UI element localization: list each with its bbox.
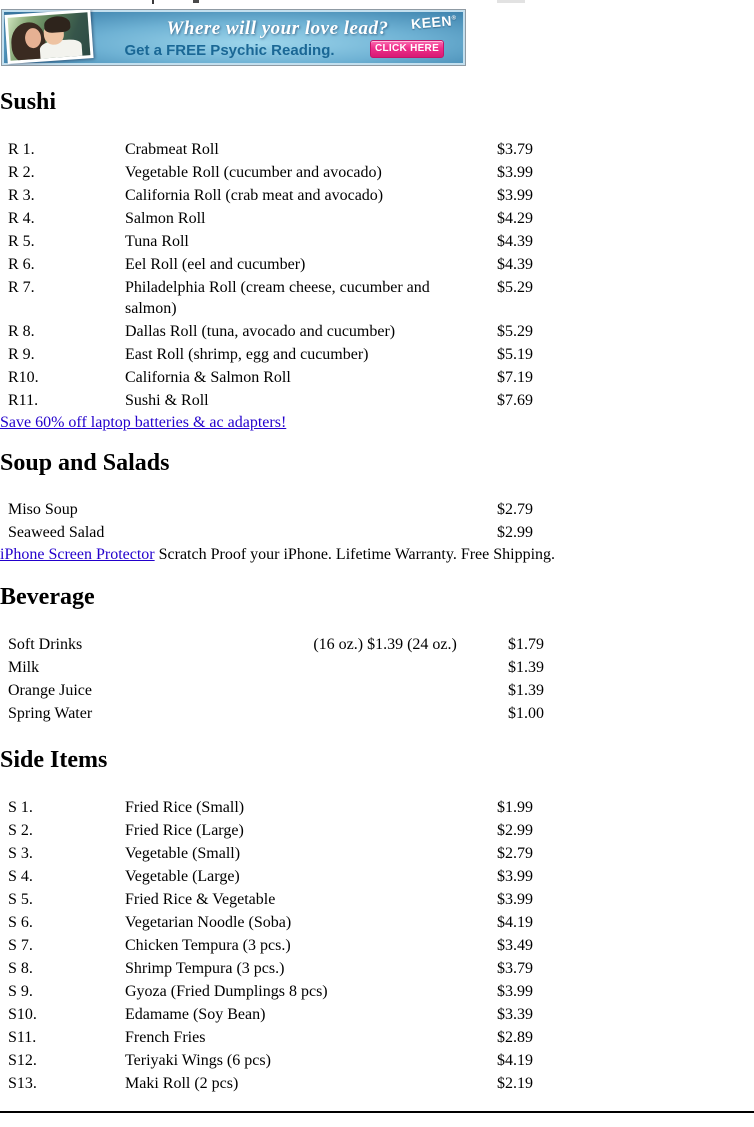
- couple-photo: [4, 9, 93, 64]
- menu-row: [2, 499, 534, 520]
- menu-row: [2, 634, 545, 655]
- price-cell: $5.29: [497, 279, 533, 296]
- menu-row: [2, 1073, 534, 1094]
- num-cell: R10.: [8, 369, 39, 386]
- size-cell: (16 oz.) $1.39 (24 oz.): [313, 636, 457, 653]
- clipped-row-top: [0, 0, 754, 5]
- price-cell: $2.19: [497, 1075, 533, 1092]
- num-cell: S12.: [8, 1052, 37, 1069]
- desc-cell: Fried Rice & Vegetable: [125, 891, 276, 908]
- menu-row: [2, 367, 534, 388]
- section-title-soup-and-salads: Soup and Salads: [0, 450, 170, 476]
- menu-row: [2, 1050, 534, 1071]
- section-title-sushi: Sushi: [0, 89, 57, 115]
- desc-cell: Orange Juice: [8, 682, 92, 699]
- desc-cell: Milk: [8, 659, 40, 676]
- ad-subheadline: Get a FREE Psychic Reading.: [124, 42, 335, 59]
- desc-cell: Vegetable Roll (cucumber and avocado): [125, 164, 382, 181]
- price-cell: $1.39: [508, 682, 544, 699]
- price-cell: $3.49: [497, 937, 533, 954]
- menu-row: [2, 208, 534, 229]
- desc-cell: Teriyaki Wings (6 pcs): [125, 1052, 271, 1069]
- num-cell: S 3.: [8, 845, 33, 862]
- price-cell: $2.89: [497, 1029, 533, 1046]
- desc-cell: Chicken Tempura (3 pcs.): [125, 937, 291, 954]
- soup-salads-table: [0, 497, 536, 545]
- menu-row: [2, 981, 534, 1002]
- sushi-table: [0, 137, 536, 413]
- menu-row: [2, 185, 534, 206]
- bottom-divider: [0, 1111, 754, 1113]
- menu-row: [2, 390, 534, 411]
- price-cell: $5.29: [497, 323, 533, 340]
- desc-cell: Vegetable (Large): [125, 868, 240, 885]
- num-cell: S 1.: [8, 799, 33, 816]
- desc-cell: Fried Rice (Large): [125, 822, 244, 839]
- size-cell: [290, 703, 481, 724]
- price-cell: $2.99: [497, 822, 533, 839]
- psychic-ad-banner[interactable]: [1, 9, 466, 66]
- desc-cell: Dallas Roll (tuna, avocado and cucumber): [125, 323, 396, 340]
- iphone-screen-protector-link[interactable]: iPhone Screen Protector: [0, 546, 155, 563]
- iphone-promo-line: [0, 545, 754, 565]
- num-cell: S13.: [8, 1075, 37, 1092]
- price-cell: $3.99: [497, 868, 533, 885]
- laptop-batteries-link[interactable]: Save 60% off laptop batteries & ac adapters!: [0, 414, 287, 431]
- price-cell: $3.99: [497, 983, 533, 1000]
- menu-row: [2, 843, 534, 864]
- price-cell: $1.00: [508, 705, 544, 722]
- num-cell: R 5.: [8, 233, 35, 250]
- menu-row: [2, 344, 534, 365]
- price-cell: $3.99: [497, 891, 533, 908]
- price-cell: $1.79: [508, 636, 544, 653]
- menu-row: [2, 277, 534, 319]
- photo-detail: [39, 39, 82, 61]
- section-title-beverage: Beverage: [0, 584, 95, 610]
- price-cell: $4.19: [497, 914, 533, 931]
- clipped-price-remnant: [497, 0, 525, 3]
- desc-cell: Philadelphia Roll (cream cheese, cucumber and salmon): [125, 279, 430, 317]
- iphone-promo-text: Scratch Proof your iPhone. Lifetime Warranty. Free Shipping.: [154, 546, 556, 563]
- desc-cell: Miso Soup: [8, 501, 78, 518]
- num-cell: R 2.: [8, 164, 35, 181]
- size-cell: [290, 680, 481, 701]
- menu-row: [2, 889, 534, 910]
- clipped-text-remnant: [193, 0, 199, 3]
- click-here-button[interactable]: CLICK HERE: [370, 40, 444, 58]
- side-items-table: [0, 795, 536, 1096]
- ad-headline: Where will your love lead?: [166, 18, 389, 39]
- price-cell: $4.39: [497, 256, 533, 273]
- menu-row: [2, 321, 534, 342]
- desc-cell: Vegetarian Noodle (Soba): [125, 914, 292, 931]
- price-cell: $3.99: [497, 187, 533, 204]
- num-cell: S10.: [8, 1006, 37, 1023]
- menu-row: [2, 703, 545, 724]
- num-cell: R 9.: [8, 346, 35, 363]
- desc-cell: Seaweed Salad: [8, 524, 105, 541]
- desc-cell: Shrimp Tempura (3 pcs.): [125, 960, 285, 977]
- desc-cell: Soft Drinks: [8, 636, 83, 653]
- menu-row: [2, 912, 534, 933]
- price-cell: $4.19: [497, 1052, 533, 1069]
- num-cell: S 2.: [8, 822, 33, 839]
- menu-row: [2, 1027, 534, 1048]
- menu-row: [2, 680, 545, 701]
- price-cell: $2.79: [497, 501, 533, 518]
- desc-cell: Maki Roll (2 pcs): [125, 1075, 239, 1092]
- price-cell: $4.39: [497, 233, 533, 250]
- price-cell: $5.19: [497, 346, 533, 363]
- menu-row: [2, 820, 534, 841]
- menu-row: [2, 162, 534, 183]
- laptop-promo-line: [0, 413, 754, 432]
- price-cell: $3.99: [497, 164, 533, 181]
- price-cell: $3.39: [497, 1006, 533, 1023]
- desc-cell: Edamame (Soy Bean): [125, 1006, 266, 1023]
- registered-mark: ®: [451, 15, 458, 22]
- menu-row: [2, 231, 534, 252]
- price-cell: $3.79: [497, 960, 533, 977]
- couple-photo-image: [8, 12, 91, 60]
- desc-cell: East Roll (shrimp, egg and cucumber): [125, 346, 369, 363]
- price-cell: $1.39: [508, 659, 544, 676]
- desc-cell: Fried Rice (Small): [125, 799, 245, 816]
- section-title-side-items: Side Items: [0, 747, 108, 773]
- desc-cell: Vegetable (Small): [125, 845, 241, 862]
- num-cell: R 7.: [8, 279, 35, 296]
- menu-row: [2, 254, 534, 275]
- desc-cell: Gyoza (Fried Dumplings 8 pcs): [125, 983, 328, 1000]
- menu-row: [2, 797, 534, 818]
- num-cell: S11.: [8, 1029, 37, 1046]
- desc-cell: Crabmeat Roll: [125, 141, 219, 158]
- price-cell: $7.19: [497, 369, 533, 386]
- num-cell: R 3.: [8, 187, 35, 204]
- price-cell: $3.79: [497, 141, 533, 158]
- desc-cell: French Fries: [125, 1029, 206, 1046]
- desc-cell: Salmon Roll: [125, 210, 206, 227]
- num-cell: S 5.: [8, 891, 33, 908]
- menu-row: [2, 935, 534, 956]
- num-cell: R 8.: [8, 323, 35, 340]
- num-cell: S 6.: [8, 914, 33, 931]
- price-cell: $2.79: [497, 845, 533, 862]
- desc-cell: Spring Water: [8, 705, 93, 722]
- desc-cell: California Roll (crab meat and avocado): [125, 187, 384, 204]
- price-cell: $2.99: [497, 524, 533, 541]
- clipped-text-remnant: [152, 0, 154, 4]
- desc-cell: Eel Roll (eel and cucumber): [125, 256, 306, 273]
- num-cell: S 9.: [8, 983, 33, 1000]
- menu-row: [2, 657, 545, 678]
- desc-cell: Sushi & Roll: [125, 392, 209, 409]
- menu-row: [2, 958, 534, 979]
- menu-row: [2, 522, 534, 543]
- num-cell: R 6.: [8, 256, 35, 273]
- menu-row: [2, 139, 534, 160]
- num-cell: S 7.: [8, 937, 33, 954]
- beverage-table: [0, 632, 547, 726]
- num-cell: S 4.: [8, 868, 33, 885]
- desc-cell: California & Salmon Roll: [125, 369, 291, 386]
- menu-row: [2, 1004, 534, 1025]
- price-cell: $4.29: [497, 210, 533, 227]
- price-cell: $1.99: [497, 799, 533, 816]
- photo-detail: [44, 16, 71, 34]
- num-cell: R 1.: [8, 141, 35, 158]
- keen-logo: KEEN®: [410, 12, 458, 32]
- desc-cell: Tuna Roll: [125, 233, 189, 250]
- size-cell: [290, 657, 481, 678]
- num-cell: R 4.: [8, 210, 35, 227]
- num-cell: R11.: [8, 392, 39, 409]
- price-cell: $7.69: [497, 392, 533, 409]
- menu-row: [2, 866, 534, 887]
- num-cell: S 8.: [8, 960, 33, 977]
